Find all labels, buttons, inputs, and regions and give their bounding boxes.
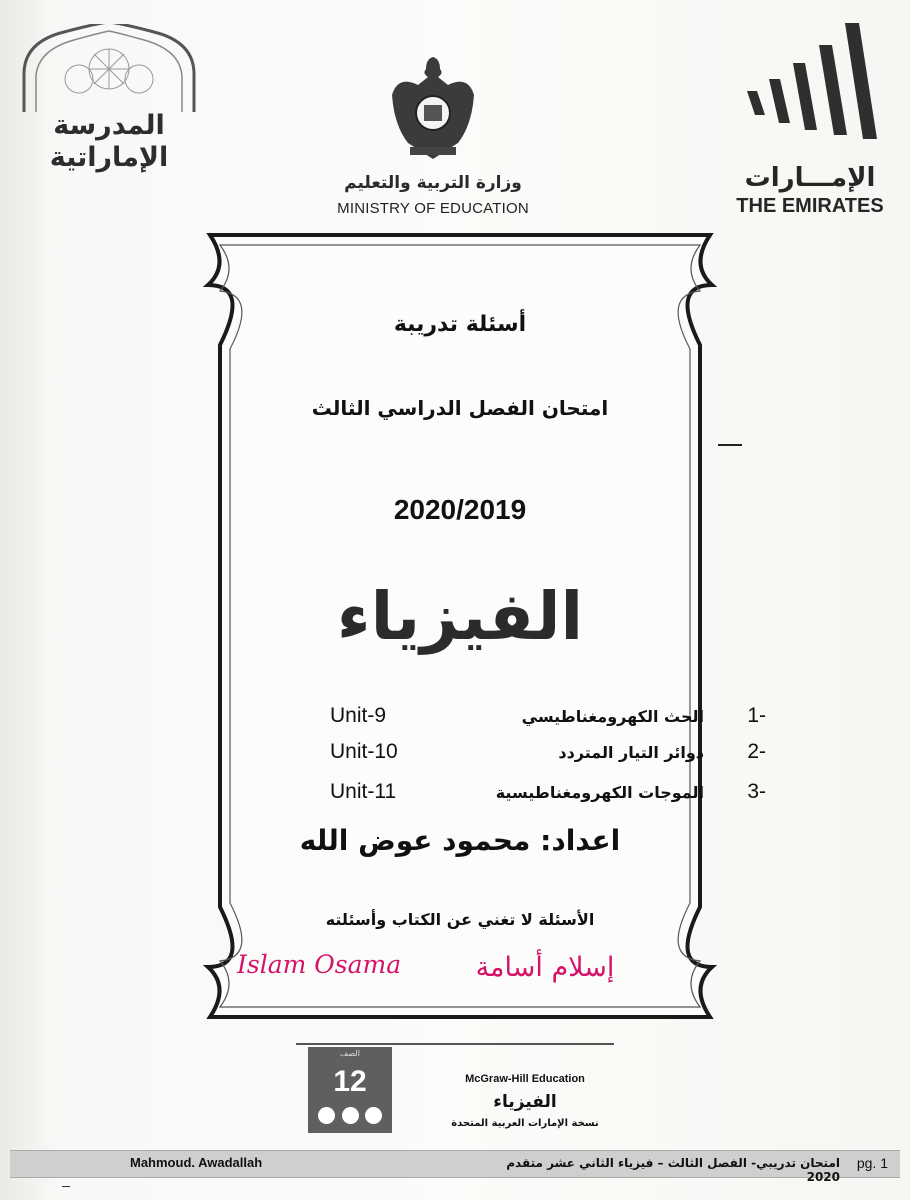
handwritten-name-en: Islam Osama [237,950,402,979]
footer-author: Mahmoud. Awadallah [130,1155,263,1170]
emirates-logo [715,5,905,220]
dome-emblem-icon [14,24,204,114]
page-footer [10,1150,900,1184]
subject-title: الفيزياء [336,578,584,655]
unit-number: 1- [747,704,766,727]
unit-row-2 [330,740,770,770]
book-subject: الفيزياء [493,1092,557,1112]
ministry-name-en: MINISTRY OF EDUCATION [337,200,529,217]
ministry-logo [318,55,548,225]
unit-code: Unit-9 [330,704,387,727]
emirates-stripes-icon [735,5,885,155]
book-edition: نسخة الإمارات العربية المتحدة [451,1118,599,1129]
unit-code: Unit-10 [330,740,398,763]
grade-label: الصف [340,1049,360,1058]
unit-code: Unit-11 [330,780,397,803]
emirates-name-ar: الإمـــارات [744,163,876,193]
unit-title: دوائر التيار المتردد [558,743,704,762]
grade-badge [308,1047,392,1133]
divider-line [296,1043,614,1045]
school-logo [14,24,204,173]
unit-title: الموجات الكهرومغناطيسية [495,783,704,802]
grade-number: 12 [333,1065,367,1098]
emirates-name-en: THE EMIRATES [736,195,884,217]
unit-number: 3- [747,780,766,803]
disclaimer-note: الأسئلة لا تغني عن الكتاب وأسئلته [325,910,595,929]
prepared-by: اعداد: محمود عوض الله [299,824,621,857]
uae-eagle-emblem-icon [388,55,478,165]
stray-mark [62,1186,70,1187]
publisher-name: McGraw-Hill Education [465,1073,585,1085]
school-name-line2: الإماراتية [49,142,169,173]
unit-row-1 [330,704,770,734]
page-number: pg. 1 [856,1155,888,1171]
grade-dots-icon [318,1107,382,1125]
unit-number: 2- [747,740,766,763]
footer-title: امتحان تدريبي- الفصل الثالث – فيزياء الثاني عشر متقدم 2020 [506,1156,840,1184]
unit-row-3 [330,780,770,810]
cover-subtitle: أسئلة تدريبة [393,312,527,337]
academic-year: 2020/2019 [393,494,527,525]
school-name-line1: المدرسة [53,110,165,141]
ministry-name-ar: وزارة التربية والتعليم [344,173,522,193]
exam-title: امتحان الفصل الدراسي الثالث [311,396,609,420]
handwritten-name-ar: إسلام أسامة [475,952,615,983]
unit-title: الحث الكهرومغناطيسي [521,707,704,726]
stray-dash-mark [718,444,742,446]
